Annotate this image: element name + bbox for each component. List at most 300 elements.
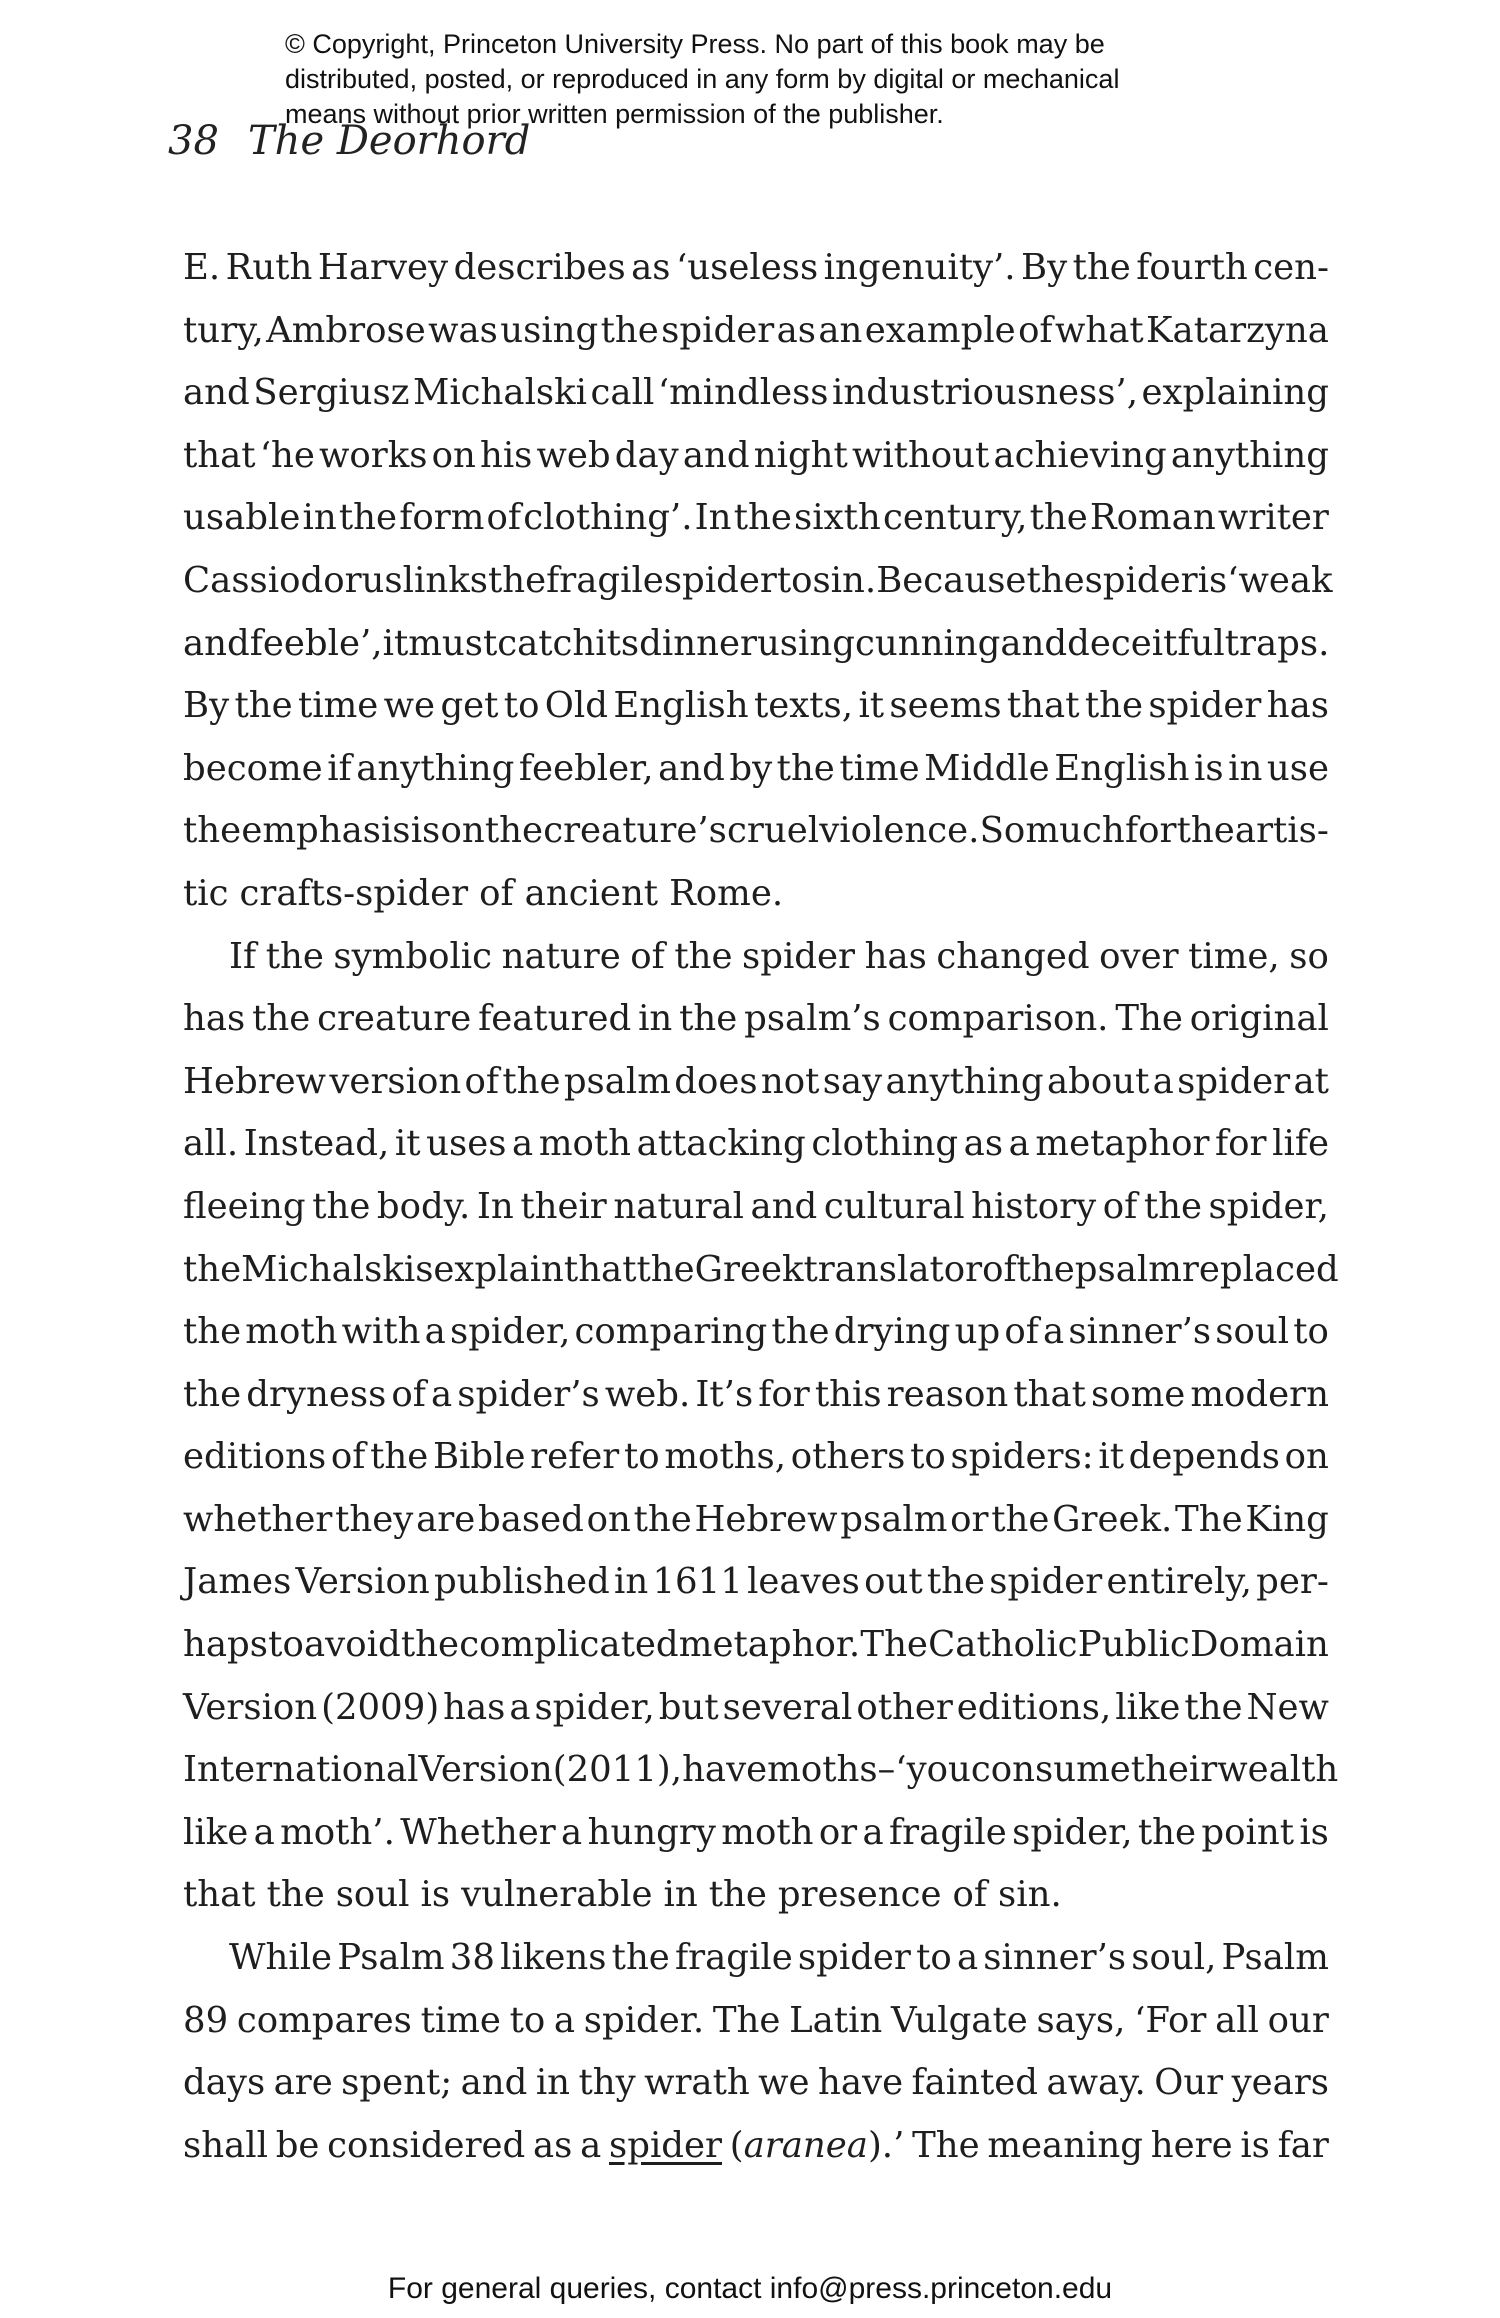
word: spider bbox=[1148, 685, 1262, 727]
word: web. bbox=[604, 1373, 691, 1415]
word: the bbox=[484, 810, 544, 852]
word: drying bbox=[833, 1311, 951, 1353]
word: 38 bbox=[449, 1937, 495, 1979]
word: as bbox=[776, 309, 816, 351]
word: body. bbox=[376, 1185, 471, 1227]
word: Harvey bbox=[317, 247, 449, 288]
word: a bbox=[862, 1811, 884, 1853]
word: leaves bbox=[747, 1561, 860, 1603]
word: cen- bbox=[1253, 247, 1329, 288]
word: It’s bbox=[695, 1373, 754, 1415]
word: Hebrew bbox=[183, 1060, 327, 1102]
word: and bbox=[750, 1185, 818, 1227]
word: that bbox=[183, 1874, 256, 1916]
word: in bbox=[638, 998, 673, 1040]
word: call bbox=[590, 372, 655, 414]
word: moths, bbox=[664, 1436, 786, 1478]
word: the bbox=[338, 497, 398, 539]
word: metaphor bbox=[1035, 1123, 1210, 1165]
word: the bbox=[312, 1185, 371, 1227]
word: the bbox=[991, 1498, 1050, 1540]
word: anything bbox=[885, 1060, 1044, 1102]
word: of bbox=[952, 1874, 988, 1916]
word: The bbox=[860, 1624, 928, 1666]
text-line bbox=[183, 487, 1329, 550]
word: moth bbox=[721, 1811, 814, 1853]
word: Ruth bbox=[225, 247, 313, 288]
word: soul, bbox=[1131, 1937, 1217, 1979]
word: to bbox=[776, 559, 813, 601]
chapter-title: The Deorhord bbox=[248, 118, 531, 164]
text-line bbox=[183, 1739, 1339, 1802]
word: a bbox=[424, 1311, 446, 1353]
word: what bbox=[1054, 309, 1144, 351]
word: a bbox=[580, 2124, 602, 2166]
word: By bbox=[1021, 247, 1068, 288]
word: our bbox=[1267, 1999, 1329, 2041]
word: as bbox=[631, 247, 671, 288]
word: spider’s bbox=[457, 1373, 600, 1415]
word: cunning bbox=[854, 622, 1001, 664]
word: ‘you bbox=[895, 1749, 971, 1791]
text-line bbox=[183, 675, 1329, 738]
word: explain bbox=[433, 1248, 564, 1290]
word: a bbox=[253, 1811, 275, 1853]
word: translator bbox=[803, 1248, 983, 1290]
underlined-word: spider bbox=[609, 2124, 723, 2166]
paragraph bbox=[183, 237, 1333, 926]
word: complicated bbox=[459, 1624, 679, 1666]
word: metaphor. bbox=[678, 1624, 861, 1666]
word: the bbox=[1026, 559, 1085, 601]
word: the bbox=[1143, 1185, 1202, 1227]
word: spider. bbox=[583, 1999, 705, 2041]
word: time, bbox=[1188, 935, 1280, 977]
word: moth bbox=[245, 1311, 338, 1353]
word: to bbox=[916, 1937, 952, 1979]
word: on bbox=[586, 1498, 631, 1540]
word: modern bbox=[1190, 1373, 1329, 1415]
word: sinner’s bbox=[1068, 1311, 1212, 1353]
text-line bbox=[183, 1239, 1339, 1302]
word: in bbox=[614, 1561, 649, 1603]
word: and bbox=[183, 372, 250, 414]
text-line bbox=[183, 1301, 1329, 1364]
word: replaced bbox=[1181, 1248, 1339, 1290]
word: traps. bbox=[1224, 622, 1330, 664]
word: attacking bbox=[636, 1123, 806, 1165]
word: to bbox=[503, 685, 540, 727]
word: hungry bbox=[587, 1811, 716, 1853]
word: tury, bbox=[183, 309, 264, 351]
word: wealth bbox=[1217, 1749, 1339, 1791]
text-line bbox=[183, 550, 1333, 613]
text-line bbox=[183, 863, 1329, 926]
word: natural bbox=[613, 1185, 744, 1227]
word: the bbox=[1084, 685, 1143, 727]
word: it bbox=[394, 1123, 421, 1165]
text-line bbox=[183, 1113, 1329, 1176]
word: If bbox=[229, 935, 257, 977]
word: a bbox=[509, 1686, 531, 1728]
word: its bbox=[595, 622, 640, 664]
word: century, bbox=[882, 497, 1028, 539]
word: the bbox=[252, 998, 311, 1040]
word: whether bbox=[183, 1498, 333, 1540]
word: soul bbox=[1215, 1311, 1290, 1353]
word: sin. bbox=[812, 559, 877, 601]
word: the bbox=[370, 1436, 429, 1478]
word: does bbox=[674, 1060, 758, 1102]
word: over bbox=[1099, 935, 1179, 977]
word: violence. bbox=[819, 810, 980, 852]
word: be bbox=[275, 2124, 320, 2166]
word: a bbox=[1043, 1311, 1065, 1353]
word: a bbox=[1152, 1060, 1174, 1102]
word: in bbox=[1228, 747, 1263, 789]
word: Because bbox=[876, 559, 1027, 601]
word: to bbox=[1293, 1311, 1329, 1353]
page-number: 38 bbox=[168, 118, 219, 164]
word: they bbox=[335, 1498, 414, 1540]
word: Bible bbox=[432, 1436, 526, 1478]
word: So bbox=[979, 810, 1026, 852]
word: much bbox=[1025, 810, 1125, 852]
word: shall bbox=[183, 2124, 268, 2166]
word: to bbox=[623, 1436, 660, 1478]
word: days bbox=[183, 2062, 266, 2104]
text-line bbox=[183, 1051, 1329, 1114]
word: has bbox=[864, 935, 927, 977]
body-text bbox=[183, 237, 1339, 2177]
word: Psalm bbox=[1221, 1937, 1329, 1979]
word: out bbox=[864, 1561, 923, 1603]
word: is bbox=[1240, 2124, 1270, 2166]
text-line bbox=[183, 1426, 1329, 1489]
word: the bbox=[1184, 1686, 1243, 1728]
word: as bbox=[963, 1123, 1004, 1165]
word: the bbox=[733, 497, 792, 539]
word: Version bbox=[295, 1561, 430, 1603]
word: dryness bbox=[246, 1373, 387, 1415]
word: the bbox=[1176, 810, 1235, 852]
text-line bbox=[183, 300, 1329, 363]
word: writer bbox=[1217, 497, 1329, 539]
word: a bbox=[956, 1937, 979, 1979]
word: The bbox=[912, 2124, 980, 2166]
word: spider bbox=[1177, 1060, 1291, 1102]
word: comparison. bbox=[887, 998, 1109, 1040]
word: that bbox=[1013, 1373, 1086, 1415]
text-line bbox=[183, 1176, 1329, 1239]
word: the bbox=[679, 998, 738, 1040]
word: the bbox=[266, 1874, 325, 1916]
word: ‘useless bbox=[676, 247, 819, 288]
word: get bbox=[440, 685, 499, 727]
word: Sergiusz bbox=[253, 372, 410, 414]
word: so bbox=[1289, 935, 1329, 977]
word: International bbox=[183, 1749, 419, 1791]
word: the bbox=[1137, 1811, 1197, 1853]
word: are bbox=[416, 1498, 476, 1540]
word: of bbox=[1018, 309, 1053, 351]
word: some bbox=[1091, 1373, 1186, 1415]
word: texts, bbox=[754, 685, 854, 727]
word: psalm bbox=[1074, 1248, 1182, 1290]
word: and bbox=[682, 434, 750, 476]
word: in bbox=[302, 497, 337, 539]
word: all bbox=[1215, 1999, 1259, 2041]
word: the bbox=[183, 1373, 242, 1415]
word: spider, bbox=[1208, 1185, 1329, 1227]
copyright-line: means without prior written permission of the publisher. bbox=[285, 99, 944, 129]
italic-term: aranea bbox=[743, 2124, 868, 2166]
word: of bbox=[391, 1373, 426, 1415]
word: life bbox=[1272, 1123, 1329, 1165]
word: to bbox=[268, 1624, 304, 1666]
word: and bbox=[183, 622, 250, 664]
word: in bbox=[535, 2062, 571, 2104]
word: become bbox=[183, 747, 323, 789]
word: changed bbox=[936, 935, 1090, 977]
word: cruel bbox=[727, 810, 820, 852]
word: of bbox=[464, 1060, 500, 1102]
word: was bbox=[428, 309, 498, 351]
word: of bbox=[1102, 1185, 1138, 1227]
word: in bbox=[663, 1874, 698, 1916]
word: is bbox=[420, 1874, 451, 1916]
word: Catholic bbox=[928, 1624, 1078, 1666]
word: and bbox=[658, 747, 725, 789]
word: of bbox=[982, 1248, 1017, 1290]
word: to bbox=[910, 1436, 946, 1478]
word: form bbox=[399, 497, 485, 539]
word: The bbox=[1115, 998, 1183, 1040]
word: based bbox=[477, 1498, 584, 1540]
word: the bbox=[487, 559, 547, 601]
word: far bbox=[1277, 2124, 1329, 2166]
word: original bbox=[1189, 998, 1329, 1040]
text-line bbox=[183, 613, 1329, 676]
word: feeble’, bbox=[249, 622, 383, 664]
word: have bbox=[817, 2062, 904, 2104]
text-line bbox=[183, 800, 1329, 863]
word: day bbox=[614, 434, 679, 476]
word: meaning bbox=[987, 2124, 1144, 2166]
word: Cassiodorus bbox=[183, 559, 403, 601]
word: has bbox=[183, 998, 246, 1040]
word: the bbox=[1016, 1248, 1075, 1290]
word: creature bbox=[317, 998, 472, 1040]
word: vulnerable bbox=[461, 1874, 653, 1916]
text-line bbox=[183, 2052, 1329, 2115]
word: the bbox=[234, 685, 293, 727]
text-line bbox=[183, 1677, 1329, 1740]
word: their bbox=[1130, 1749, 1218, 1791]
word: the bbox=[502, 1060, 561, 1102]
word: Greek. bbox=[1052, 1498, 1173, 1540]
text-line bbox=[183, 362, 1329, 425]
word: soul bbox=[335, 1874, 410, 1916]
word: using bbox=[500, 309, 599, 351]
word: the bbox=[611, 1937, 670, 1979]
paragraph bbox=[183, 1927, 1329, 2177]
word: an bbox=[818, 309, 863, 351]
word: fleeing bbox=[183, 1185, 306, 1227]
word: 89 bbox=[183, 1999, 229, 2041]
word: refer bbox=[530, 1436, 620, 1478]
word: clothing’. bbox=[523, 497, 693, 539]
word: the bbox=[1072, 247, 1131, 288]
word: deceitful bbox=[1067, 622, 1225, 664]
word: consume bbox=[970, 1749, 1131, 1791]
word: web bbox=[536, 434, 611, 476]
word: have bbox=[682, 1749, 768, 1791]
word: if bbox=[327, 747, 352, 789]
word: ancient bbox=[524, 872, 659, 914]
word: of bbox=[486, 497, 522, 539]
copyright-notice bbox=[285, 27, 1265, 132]
word: per- bbox=[1256, 1561, 1329, 1603]
word: In bbox=[476, 1185, 514, 1227]
word: here bbox=[1150, 2124, 1233, 2166]
word: achieving bbox=[993, 434, 1167, 476]
word: for bbox=[1215, 1123, 1267, 1165]
text-line bbox=[183, 1990, 1329, 2053]
word: Roman bbox=[1089, 497, 1216, 539]
word: of bbox=[479, 872, 514, 914]
word: editions, bbox=[956, 1686, 1112, 1728]
word: and bbox=[460, 2062, 528, 2104]
word: psalm’s bbox=[744, 998, 881, 1040]
word: time bbox=[839, 747, 920, 789]
word: Instead, bbox=[243, 1123, 390, 1165]
word: it bbox=[1098, 1436, 1124, 1478]
word: 1611 bbox=[652, 1561, 743, 1603]
word: has bbox=[443, 1686, 506, 1728]
word: Whether bbox=[400, 1811, 556, 1853]
word: by bbox=[729, 747, 773, 789]
word: While bbox=[229, 1937, 333, 1979]
word: a bbox=[1008, 1123, 1030, 1165]
word: their bbox=[520, 1185, 607, 1227]
word: others bbox=[790, 1436, 906, 1478]
word: the bbox=[636, 1248, 695, 1290]
word: Hebrew bbox=[694, 1498, 838, 1540]
word: spiders: bbox=[950, 1436, 1094, 1478]
word: ‘mindless bbox=[657, 372, 829, 414]
word: Our bbox=[1154, 2062, 1224, 2104]
word: James bbox=[183, 1561, 292, 1603]
word: the bbox=[265, 935, 324, 977]
word: Domain bbox=[1190, 1624, 1329, 1666]
word: the bbox=[1029, 497, 1088, 539]
word: spider, bbox=[1012, 1811, 1133, 1853]
word: spider bbox=[742, 935, 856, 977]
word: not bbox=[760, 1060, 820, 1102]
word: up bbox=[954, 1311, 1001, 1353]
word: away. bbox=[1046, 2062, 1146, 2104]
word: English bbox=[613, 685, 749, 727]
text-line bbox=[183, 1802, 1329, 1865]
text-line bbox=[183, 1864, 1329, 1927]
word: and bbox=[1000, 622, 1068, 664]
word: is bbox=[1197, 559, 1228, 601]
word: spider bbox=[1084, 559, 1198, 601]
word: fainted bbox=[911, 2062, 1039, 2104]
text-line bbox=[183, 738, 1329, 801]
word: or bbox=[950, 1498, 989, 1540]
word: featured bbox=[478, 998, 632, 1040]
word: without bbox=[851, 434, 990, 476]
word: uses bbox=[426, 1123, 507, 1165]
word: cultural bbox=[823, 1185, 965, 1227]
word: editions bbox=[183, 1436, 327, 1478]
text-line bbox=[183, 988, 1329, 1051]
word: point bbox=[1201, 1811, 1294, 1853]
word: the bbox=[183, 810, 242, 852]
word: like bbox=[1115, 1686, 1181, 1728]
word: to bbox=[509, 1999, 546, 2041]
word: Version bbox=[418, 1749, 553, 1791]
word: fourth bbox=[1136, 247, 1248, 288]
word: like bbox=[183, 1811, 249, 1853]
word: spider, bbox=[449, 1311, 571, 1353]
word: has bbox=[1266, 685, 1329, 727]
word: spider bbox=[661, 309, 775, 351]
word: the bbox=[183, 1248, 242, 1290]
word: artis- bbox=[1234, 810, 1329, 852]
word: must bbox=[408, 622, 498, 664]
word: wrath bbox=[644, 2062, 750, 2104]
word: moth’. bbox=[280, 1811, 395, 1853]
word: ingenuity’. bbox=[823, 247, 1016, 288]
word: a bbox=[431, 1373, 453, 1415]
word: or bbox=[818, 1811, 858, 1853]
word: industriousness’, bbox=[832, 372, 1138, 414]
word: his bbox=[479, 434, 533, 476]
word: dinner bbox=[639, 622, 757, 664]
word: the bbox=[633, 1498, 692, 1540]
word: anything bbox=[1170, 434, 1329, 476]
word: The bbox=[712, 1999, 781, 2041]
word: Michalski bbox=[412, 372, 588, 414]
word: explaining bbox=[1141, 372, 1329, 414]
word: moths bbox=[767, 1749, 878, 1791]
copyright-line: distributed, posted, or reproduced in any form by digital or mechanical bbox=[285, 64, 1120, 94]
word: spider bbox=[989, 1561, 1103, 1603]
text-line bbox=[183, 237, 1329, 300]
word: spider bbox=[797, 1937, 911, 1979]
word: feebler, bbox=[518, 747, 654, 789]
word: considered bbox=[327, 2124, 526, 2166]
word: several bbox=[722, 1686, 853, 1728]
word: with bbox=[341, 1311, 421, 1353]
word: are bbox=[273, 2062, 333, 2104]
text-line bbox=[183, 1927, 1329, 1990]
word: usable bbox=[183, 497, 301, 539]
word: a bbox=[553, 1999, 576, 2041]
word: we bbox=[758, 2062, 810, 2104]
word: E. bbox=[183, 247, 221, 288]
word: In bbox=[694, 497, 732, 539]
text-line bbox=[183, 2115, 1329, 2178]
word: years bbox=[1231, 2062, 1329, 2104]
word: Katarzyna bbox=[1146, 309, 1329, 351]
word: fragile bbox=[675, 1937, 793, 1979]
word: King bbox=[1245, 1498, 1329, 1540]
word: psalm bbox=[563, 1060, 671, 1102]
